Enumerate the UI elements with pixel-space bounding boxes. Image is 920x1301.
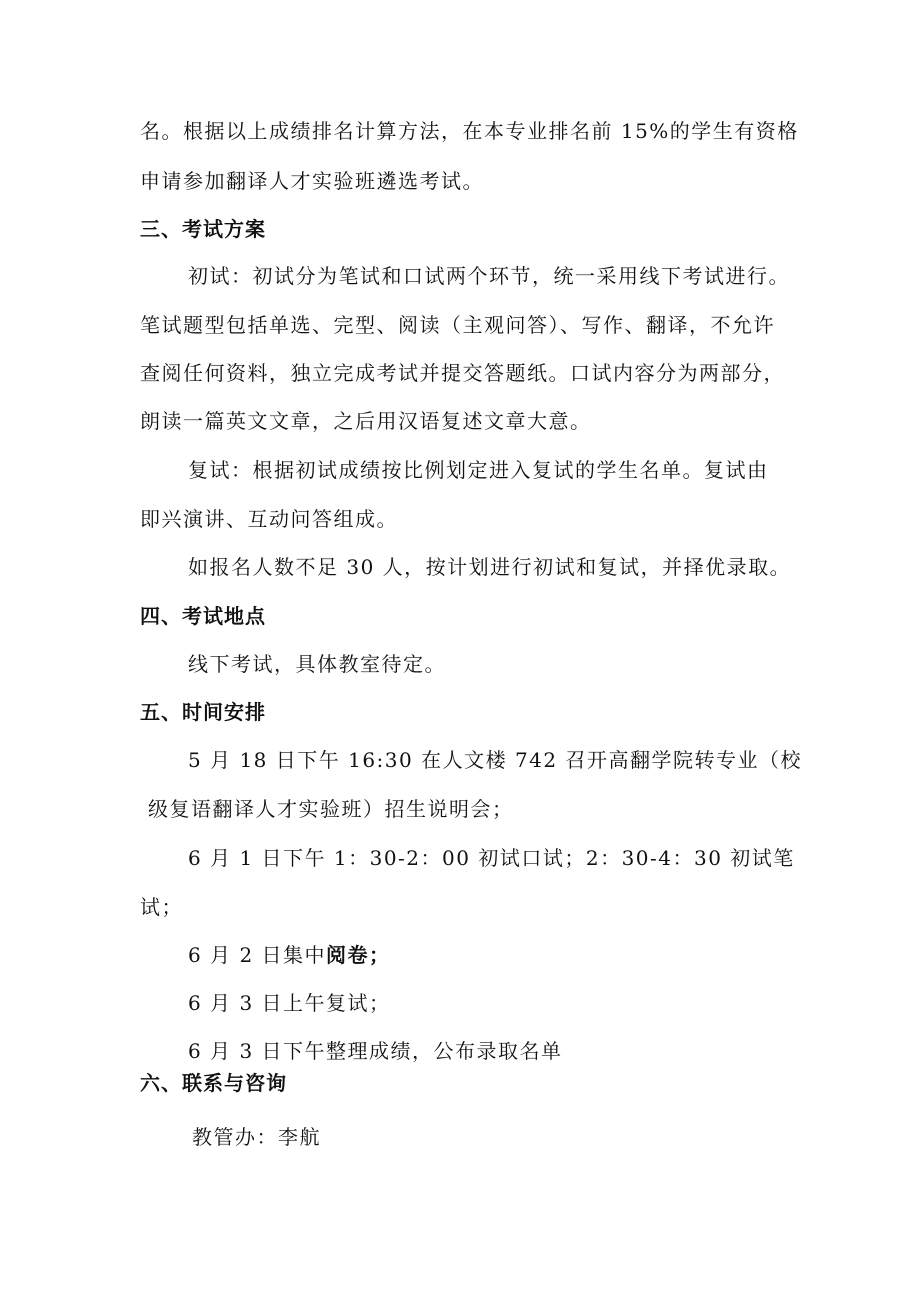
section-3-heading: 三、考试方案 (140, 217, 266, 241)
schedule-item-5: 6 月 3 日下午整理成绩，公布录取名单 (188, 1039, 563, 1063)
section-5-heading: 五、时间安排 (140, 700, 266, 724)
section-6-heading: 六、联系与咨询 (140, 1071, 287, 1095)
section-4-heading: 四、考试地点 (140, 604, 266, 628)
section-3-paragraph-1-line-4: 朗读一篇英文文章，之后用汉语复述文章大意。 (140, 409, 592, 433)
section-3-paragraph-2-line-1: 复试：根据初试成绩按比例划定进入复试的学生名单。复试由 (188, 458, 769, 482)
schedule-item-2-line-2: 试； (140, 895, 183, 919)
schedule-item-4: 6 月 3 日上午复试； (188, 991, 391, 1015)
section-3-paragraph-1-line-3: 查阅任何资料，独立完成考试并提交答题纸。口试内容分为两部分， (140, 361, 785, 385)
section-4-text: 线下考试，具体教室待定。 (188, 652, 446, 676)
intro-line-2: 申请参加翻译人才实验班遴选考试。 (140, 169, 484, 193)
schedule-item-2-line-1: 6 月 1 日下午 1：30-2：00 初试口试；2：30-4：30 初试笔 (188, 846, 795, 870)
section-3-paragraph-1-line-1: 初试：初试分为笔试和口试两个环节，统一采用线下考试进行。 (188, 264, 790, 288)
schedule-item-3-emphasis: 阅卷； (326, 943, 391, 967)
section-3-paragraph-1-line-2: 笔试题型包括单选、完型、阅读（主观问答）、写作、翻译，不允许 (140, 313, 775, 337)
contact-line: 教管办：李航 (192, 1125, 321, 1149)
intro-line-1: 名。根据以上成绩排名计算方法，在本专业排名前 15%的学生有资格 (140, 119, 799, 143)
section-3-paragraph-2-line-2: 即兴演讲、互动问答组成。 (140, 507, 398, 531)
schedule-item-1-line-1: 5 月 18 日下午 16:30 在人文楼 742 召开高翻学院转专业（校 (188, 748, 802, 772)
schedule-item-3-text: 6 月 2 日集中 (188, 943, 327, 967)
schedule-item-3 (188, 942, 391, 968)
schedule-item-1-line-2: 级复语翻译人才实验班）招生说明会； (148, 797, 514, 821)
section-3-paragraph-3: 如报名人数不足 30 人，按计划进行初试和复试，并择优录取。 (188, 555, 792, 579)
